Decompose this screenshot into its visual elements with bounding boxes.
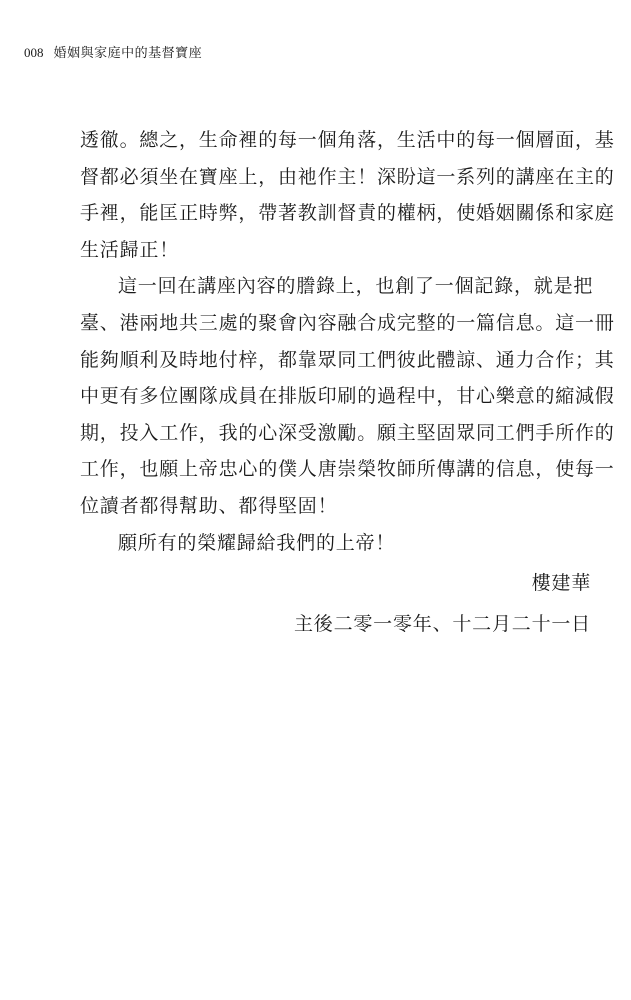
running-title: 婚姻與家庭中的基督寶座 [53,46,203,61]
page-number: 008 [24,45,44,60]
text-line: 臺、港兩地共三處的聚會內容融合成完整的一篇信息。這一冊 [80,311,615,334]
text-line: 位讀者都得幫助、都得堅固！ [80,494,338,517]
signature-block [294,565,591,642]
paragraph-1 [80,122,615,268]
paragraph-2 [80,268,615,524]
running-header [24,44,202,63]
text-line: 願所有的榮耀歸給我們的上帝！ [118,531,396,554]
text-line: 工作，也願上帝忠心的僕人唐崇榮牧師所傳講的信息，使每一 [80,458,615,481]
text-line: 能夠順利及時地付梓，都靠眾同工們彼此體諒、通力合作；其 [80,348,615,371]
signature-date: 主後二零一零年、十二月二十一日 [293,612,591,635]
text-line: 期，投入工作，我的心深受激勵。願主堅固眾同工們手所作的 [80,421,615,444]
signature-name: 樓建華 [531,572,591,594]
text-line: 督都必須坐在寶座上，由祂作主！深盼這一系列的講座在主的 [80,165,615,188]
text-line: 中更有多位團隊成員在排版印刷的過程中，甘心樂意的縮減假 [80,385,615,408]
text-line: 手裡，能匡正時弊，帶著教訓督責的權柄，使婚姻關係和家庭 [80,202,615,225]
paragraph-3 [80,525,600,562]
text-line: 這一回在講座內容的謄錄上，也創了一個記錄，就是把 [118,275,594,298]
text-line: 生活歸正！ [80,238,180,261]
body-text [80,122,615,561]
text-line: 透徹。總之，生命裡的每一個角落，生活中的每一個層面，基 [80,129,615,151]
